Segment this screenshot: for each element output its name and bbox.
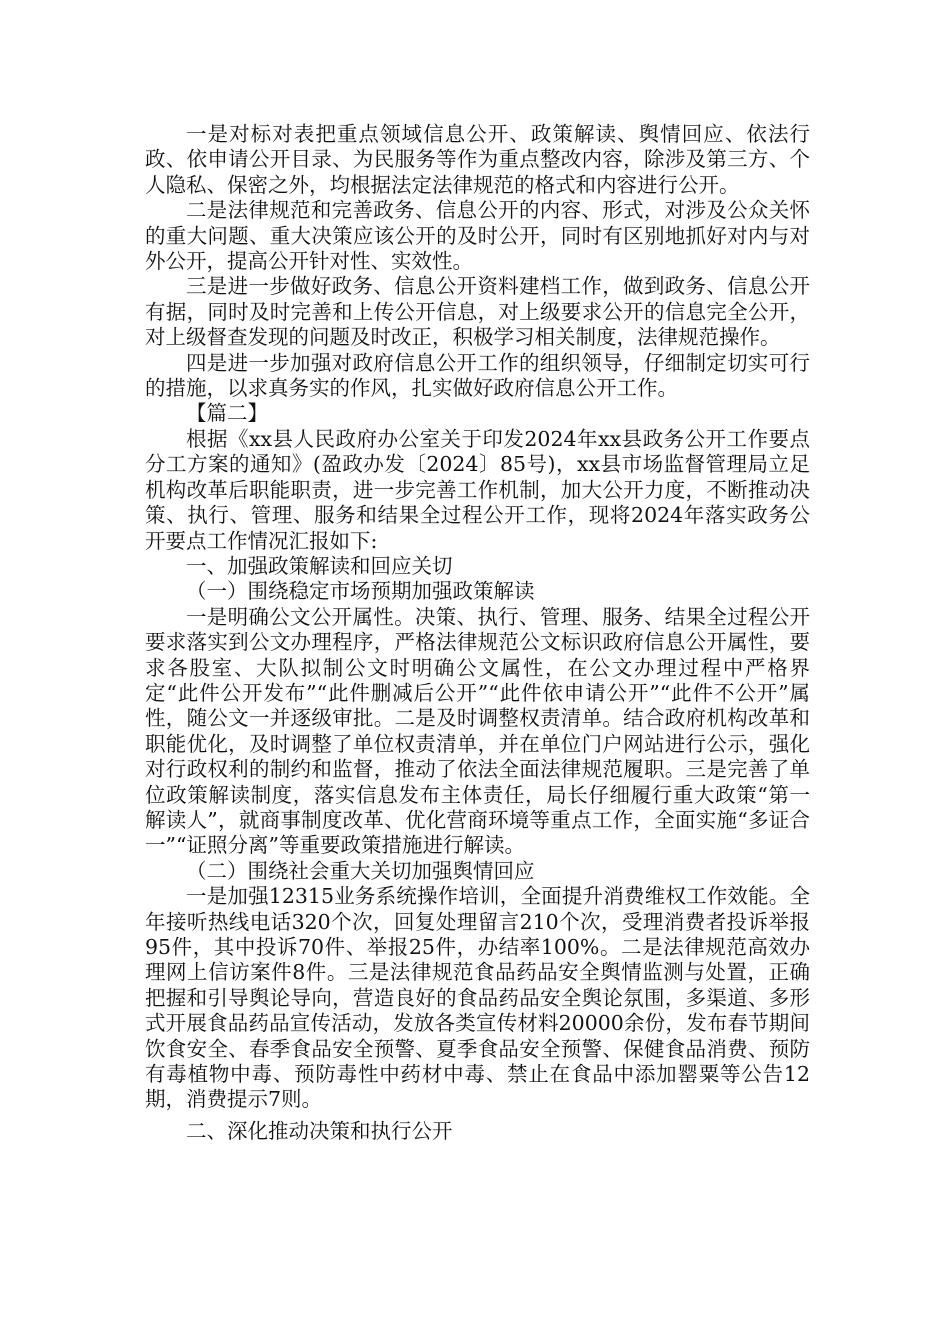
paragraph-intro: 根据《xx县人民政府办公室关于印发2024年xx县政务公开工作要点分工方案的通知》(盈政办发〔2024〕85号)，xx县市场监督管理局立足机构改革后职能职责，进一步完善工作机制，加大公开力度，不断推动决策、执行、管理、服务和结果全过程公开工作，现将2024年落实政务公开要点工作情况汇报如下: bbox=[145, 426, 810, 553]
paragraph-4: 四是进一步加强对政府信息公开工作的组织领导，仔细制定切实可行的措施，以求真务实的作风，扎实做好政府信息公开工作。 bbox=[145, 350, 810, 401]
section-marker: 【篇二】 bbox=[186, 401, 268, 426]
subsection-heading-1: （一）围绕稳定市场预期加强政策解读 bbox=[186, 579, 535, 604]
section-heading-1: 一、加强政策解读和回应关切 bbox=[186, 553, 453, 578]
paragraph-1: 一是对标对表把重点领域信息公开、政策解读、舆情回应、依法行政、依申请公开目录、为民服务等作为重点整改内容，除涉及第三方、个人隐私、保密之外，均根据法定法律规范的格式和内容进行公开。 bbox=[145, 122, 810, 197]
paragraph-2: 二是法律规范和完善政务、信息公开的内容、形式，对涉及公众关怀的重大问题、重大决策应该公开的及时公开，同时有区别地抓好对内与对外公开，提高公开针对性、实效性。 bbox=[145, 198, 810, 274]
paragraph-3: 三是进一步做好政务、信息公开资料建档工作，做到政务、信息公开有据，同时及时完善和上传公开信息，对上级要求公开的信息完全公开，对上级督查发现的问题及时改正，积极学习相关制度，法律规范操作。 bbox=[145, 274, 810, 350]
document-page bbox=[145, 122, 810, 1144]
paragraph-5: 一是明确公文公开属性。决策、执行、管理、服务、结果全过程公开要求落实到公文办理程序，严格法律规范公文标识政府信息公开属性，要求各股室、大队拟制公文时明确公文属性，在公文办理过程中严格界定“此件公开发布”“此件删减后公开”“此件依申请公开”“此件不公开”属性，随公文一并逐级审批。二是及时调整权责清单。结合政府机构改革和职能优化，及时调整了单位权责清单，并在单位门户网站进行公示，强化对行政权利的制约和监督，推动了依法全面法律规范履职。三是完善了单位政策解读制度，落实信息发布主体责任，局长仔细履行重大政策“第一解读人”，就商事制度改革、优化营商环境等重点工作，全面实施“多证合一”“证照分离”等重要政策措施进行解读。 bbox=[145, 604, 810, 858]
paragraph-6: 一是加强12315业务系统操作培训，全面提升消费维权工作效能。全年接听热线电话320个次，回复处理留言210个次，受理消费者投诉举报95件，其中投诉70件、举报25件，办结率100%。二是法律规范高效办理网上信访案件8件。三是法律规范食品药品安全舆情监测与处置，正确把握和引导舆论导向，营造良好的食品药品安全舆论氛围，多渠道、多形式开展食品药品宣传活动，发放各类宣传材料20000余份，发布春节期间饮食安全、春季食品安全预警、夏季食品安全预警、保健食品消费、预防有毒植物中毒、预防毒性中药材中毒、禁止在食品中添加罂粟等公告12期，消费提示7则。 bbox=[145, 884, 810, 1112]
section-heading-2: 二、深化推动决策和执行公开 bbox=[186, 1118, 453, 1143]
subsection-heading-2: （二）围绕社会重大关切加强舆情回应 bbox=[186, 858, 535, 883]
